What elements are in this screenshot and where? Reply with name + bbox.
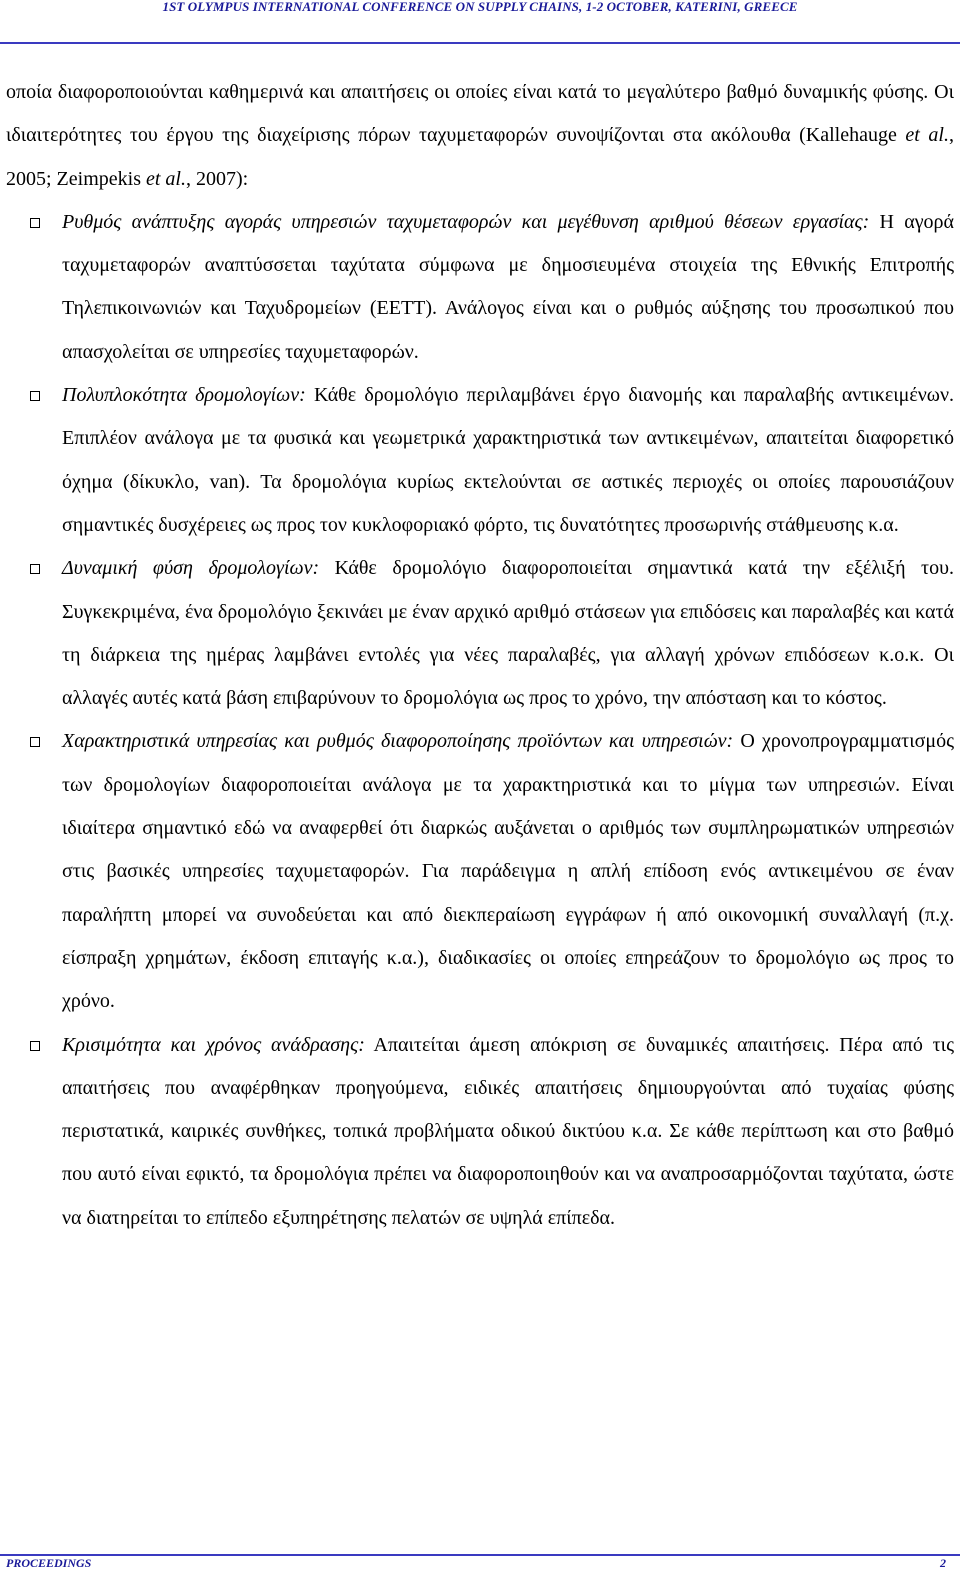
header-divider bbox=[0, 42, 960, 44]
intro-text-b: , 2005; Zeimpekis bbox=[6, 124, 954, 190]
intro-etal-1: et al. bbox=[905, 124, 949, 147]
checkbox-bullet-icon bbox=[30, 737, 40, 747]
bullet-title: Ρυθμός ανάπτυξης αγοράς υπηρεσιών ταχυμεταφορών και μεγέθυνση αριθμού θέσεων εργασίας: bbox=[62, 210, 870, 233]
page-number: 2 bbox=[940, 1556, 946, 1570]
checkbox-bullet-icon bbox=[30, 218, 40, 228]
characteristics-list bbox=[6, 201, 954, 1240]
intro-paragraph bbox=[6, 71, 954, 201]
list-item bbox=[6, 720, 954, 1023]
list-item bbox=[6, 201, 954, 374]
checkbox-bullet-icon bbox=[30, 564, 40, 574]
bullet-body: Η αγορά ταχυμεταφορών αναπτύσσεται ταχύτατα σύμφωνα με δημοσιευμένα στοιχεία της Εθνικής Επιτροπής Τηλεπικοινωνιών και Ταχυδρομείων (ΕΕΤΤ). Ανάλογος είναι και ο ρυθμός αύξησης του προσωπικού που απασχολείται σε υπηρεσίες ταχυμεταφορών. bbox=[62, 210, 955, 363]
bullet-title: Χαρακτηριστικά υπηρεσίας και ρυθμός διαφοροποίησης προϊόντων και υπηρεσιών: bbox=[62, 730, 734, 753]
list-item bbox=[6, 547, 954, 720]
conference-title: 1ST OLYMPUS INTERNATIONAL CONFERENCE ON SUPPLY CHAINS, 1-2 OCTOBER, KATERINI, GREECE bbox=[162, 0, 798, 14]
page-header bbox=[0, 0, 960, 44]
page-footer bbox=[0, 1554, 960, 1581]
bullet-title: Πολυπλοκότητα δρομολογίων: bbox=[62, 384, 306, 407]
bullet-body: Απαιτείται άμεση απόκριση σε δυναμικές απαιτήσεις. Πέρα από τις απαιτήσεις που αναφέρθηκαν προηγούμενα, ειδικές απαιτήσεις δημιουργούνται από τυχαίας φύσης περιστατικά, καιρικές συνθήκες, τοπικά προβλήματα οδικού δικτύου κ.α. Σε κάθε περίπτωση και στο βαθμό που αυτό είναι εφικτό, τα δρομολόγια πρέπει να διαφοροποιηθούν και να αναπροσαρμόζονται ταχύτατα, ώστε να διατηρείται το επίπεδο εξυπηρέτησης πελατών σε υψηλά επίπεδα. bbox=[62, 1033, 954, 1229]
list-item bbox=[6, 1024, 954, 1240]
page-body bbox=[6, 71, 954, 1240]
bullet-title: Δυναμική φύση δρομολογίων: bbox=[62, 557, 320, 580]
bullet-body: Ο χρονοπρογραμματισμός των δρομολογίων διαφοροποιείται ανάλογα με τα χαρακτηριστικά και το μίγμα των υπηρεσιών. Είναι ιδιαίτερα σημαντικό εδώ να αναφερθεί ότι διαρκώς αυξάνεται ο αριθμός των συμπληρωματικών υπηρεσιών στις βασικές υπηρεσίες ταχυμεταφορών. Για παράδειγμα η απλή επίδοση ενός αντικειμένου σε έναν παραλήπτη μπορεί να συνοδεύεται και από διεκπεραίωση εγγράφων ή από οικονομική συναλλαγή (π.χ. είσπραξη χρημάτων, έκδοση επιταγής κ.α.), διαδικασίες οι οποίες επηρεάζουν το δρομολόγιο ως προς το χρόνο. bbox=[62, 730, 955, 1013]
checkbox-bullet-icon bbox=[30, 391, 40, 401]
footer-label: PROCEEDINGS bbox=[6, 1556, 92, 1570]
intro-text-c: , 2007): bbox=[185, 167, 249, 190]
intro-text-a: οποία διαφοροποιούνται καθημερινά και απαιτήσεις οι οποίες είναι κατά το μεγαλύτερο βαθμό δυναμικής φύσης. Οι ιδιαιτερότητες του έργου της διαχείρισης πόρων ταχυμεταφορών συνοψίζονται στα ακόλουθα (Kallehauge bbox=[6, 81, 954, 147]
footer-divider bbox=[0, 1554, 960, 1556]
bullet-body: Κάθε δρομολόγιο διαφοροποιείται σημαντικά κατά την εξέλιξή του. Συγκεκριμένα, ένα δρομολόγιο ξεκινάει με έναν αρχικό αριθμό στάσεων για επιδόσεις και παραλαβές και κατά τη διάρκεια της ημέρας λαμβάνει εντολές για νέες παραλαβές, για αλλαγή χρόνων επιδόσεων κ.ο.κ. Οι αλλαγές αυτές κατά βάση επιβαρύνουν το δρομολόγια ως προς το χρόνο, την απόσταση και το κόστος. bbox=[62, 557, 954, 710]
checkbox-bullet-icon bbox=[30, 1041, 40, 1051]
bullet-body: Κάθε δρομολόγιο περιλαμβάνει έργο διανομής και παραλαβής αντικειμένων. Επιπλέον ανάλογα με τα φυσικά και γεωμετρικά χαρακτηριστικά των αντικειμένων, απαιτείται διαφορετικό όχημα (δίκυκλο, van). Τα δρομολόγια κυρίως εκτελούνται σε αστικές περιοχές οι οποίες παρουσιάζουν σημαντικές δυσχέρειες ως προς τον κυκλοφοριακό φόρτο, τις δυνατότητες προσωρινής στάθμευσης κ.α. bbox=[62, 384, 954, 536]
intro-etal-2: et al. bbox=[145, 167, 186, 190]
bullet-title: Κρισιμότητα και χρόνος ανάδρασης: bbox=[62, 1033, 365, 1056]
list-item bbox=[6, 374, 954, 547]
